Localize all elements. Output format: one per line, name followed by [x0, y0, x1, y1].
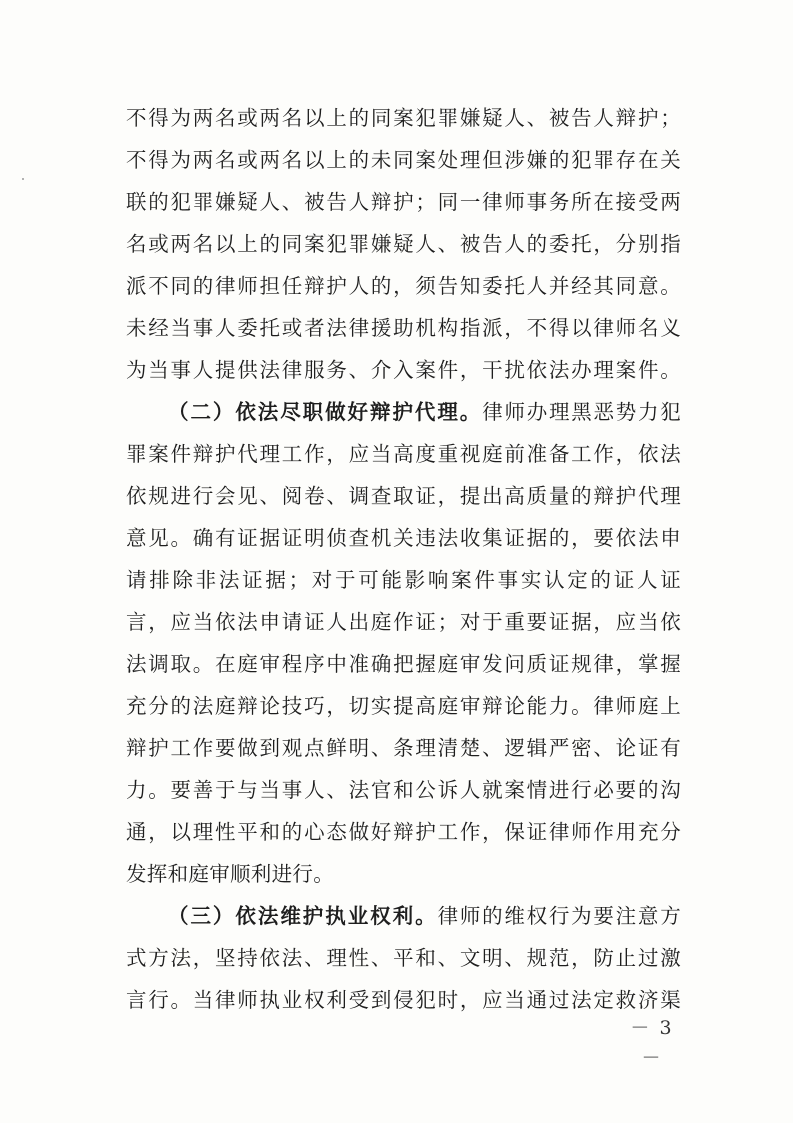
paragraph-line: 辩护工作要做到观点鲜明、条理清楚、逻辑严密、论证有: [126, 736, 681, 760]
section-2-heading: （二）依法尽职做好辩护代理。: [168, 400, 483, 424]
paragraph-line: 未经当事人委托或者法律援助机构指派，不得以律师名义: [126, 316, 681, 340]
paragraph-line: 充分的法庭辩论技巧，切实提高庭审辩论能力。律师庭上: [126, 694, 681, 718]
paragraph-line: 请排除非法证据；对于可能影响案件事实认定的证人证: [126, 568, 681, 592]
section-2-first-line: [168, 392, 681, 432]
paragraph-line: 意见。确有证据证明侦查机关违法收集证据的，要依法申: [126, 526, 681, 550]
section-2-intro-text: 律师办理黑恶势力犯: [482, 400, 681, 424]
section-3-heading: （三）依法维护执业权利。: [168, 904, 438, 928]
paragraph-line: 名或两名以上的同案犯罪嫌疑人、被告人的委托，分别指: [126, 232, 681, 256]
paragraph-line: 法调取。在庭审程序中准确把握庭审发问质证规律，掌握: [126, 652, 681, 676]
section-3-first-line: [168, 896, 681, 936]
paragraph-line: 依规进行会见、阅卷、调查取证，提出高质量的辩护代理: [126, 484, 681, 508]
paragraph-line: 不得为两名或两名以上的未同案处理但涉嫌的犯罪存在关: [126, 148, 681, 172]
paragraph-line: 罪案件辩护代理工作，应当高度重视庭前准备工作，依法: [126, 442, 681, 466]
paragraph-line: 力。要善于与当事人、法官和公诉人就案情进行必要的沟: [126, 778, 681, 802]
paragraph-line: 联的犯罪嫌疑人、被告人辩护；同一律师事务所在接受两: [126, 190, 681, 214]
paragraph-line: 发挥和庭审顺利进行。: [126, 862, 334, 886]
page-number: － 3 －: [630, 1017, 674, 1069]
paragraph-line: 不得为两名或两名以上的同案犯罪嫌疑人、被告人辩护；: [126, 106, 681, 130]
paragraph-line: 通，以理性平和的心态做好辩护工作，保证律师作用充分: [126, 820, 681, 844]
paragraph-line: 为当事人提供法律服务、介入案件，干扰依法办理案件。: [126, 358, 681, 382]
paragraph-line: 式方法，坚持依法、理性、平和、文明、规范，防止过激: [126, 946, 681, 970]
paragraph-line: 言行。当律师执业权利受到侵犯时，应当通过法定救济渠: [126, 988, 681, 1012]
paragraph-line: 言，应当依法申请证人出庭作证；对于重要证据，应当依: [126, 610, 681, 634]
scan-speck: [22, 178, 24, 180]
paragraph-line: 派不同的律师担任辩护人的，须告知委托人并经其同意。: [126, 274, 681, 298]
section-3-intro-text: 律师的维权行为要注意方: [437, 904, 681, 928]
